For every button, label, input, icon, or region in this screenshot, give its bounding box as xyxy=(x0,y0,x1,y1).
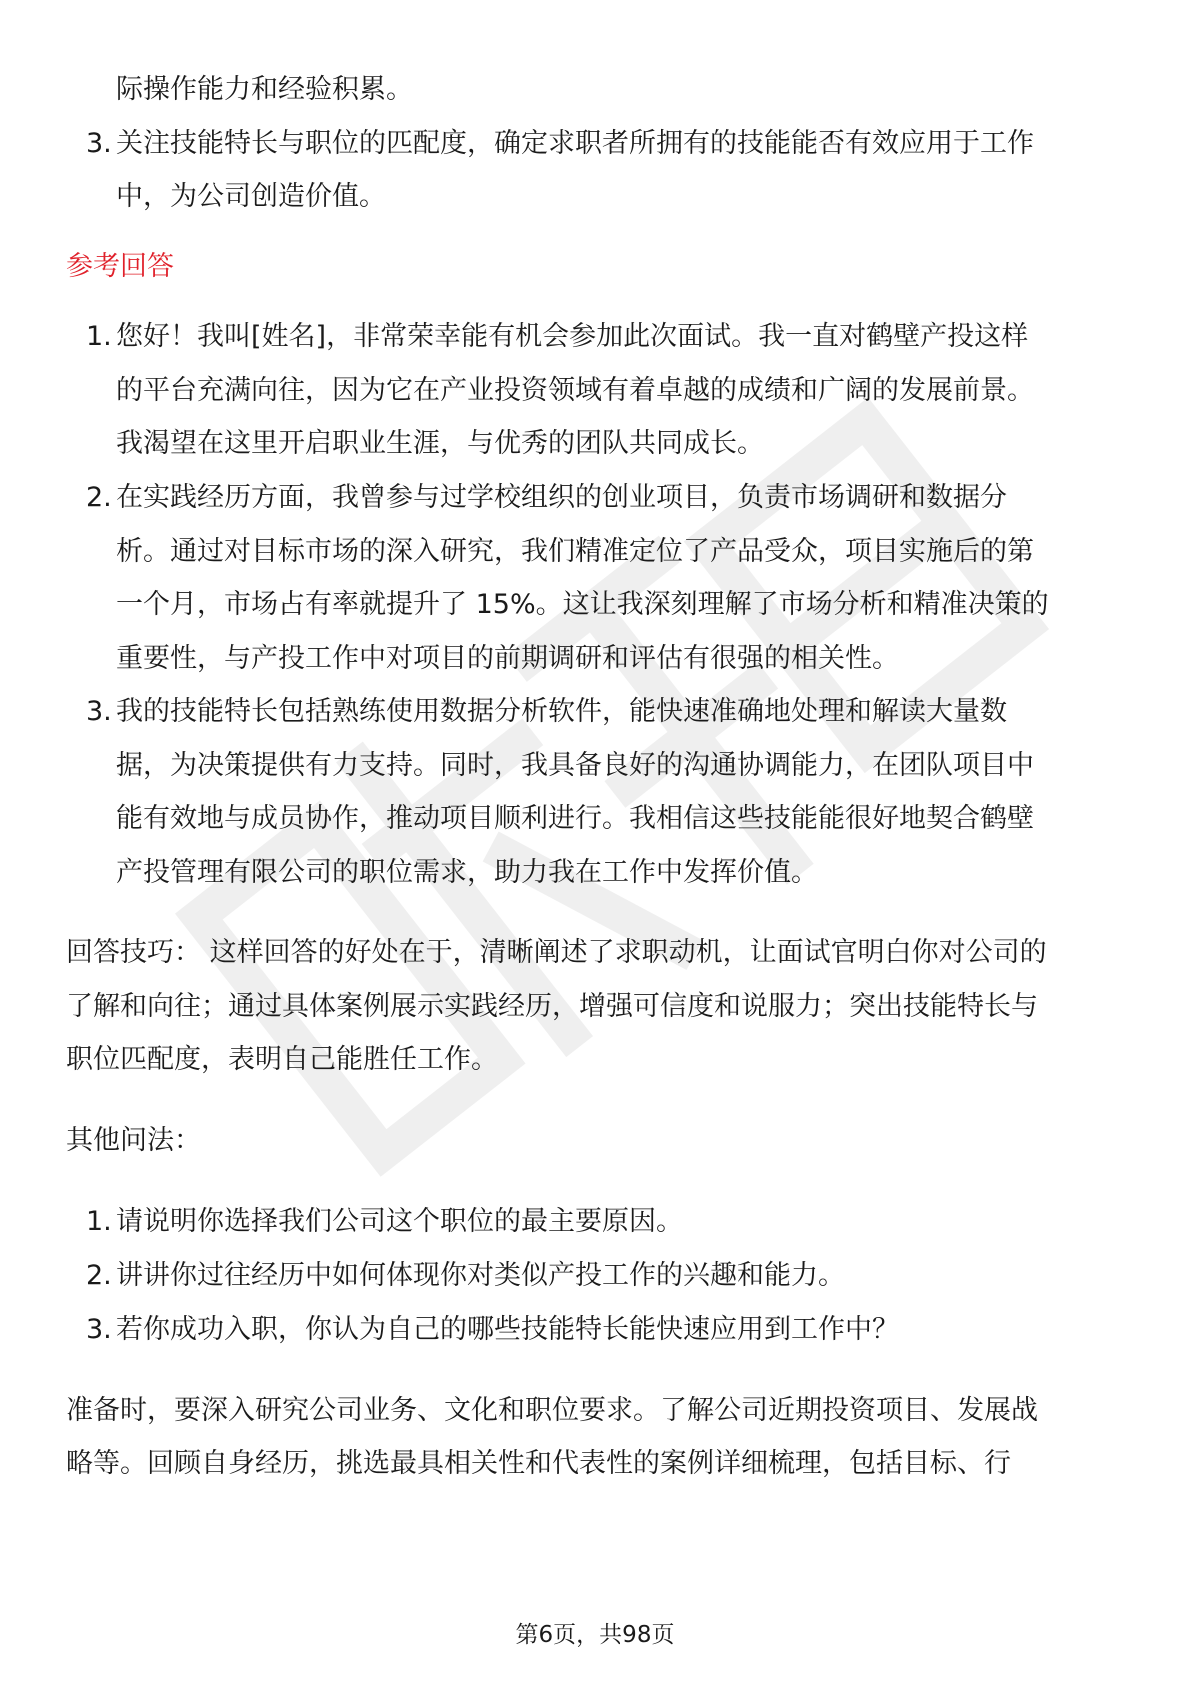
list-item-text: 请说明你选择我们公司这个职位的最主要原因。 xyxy=(116,1206,683,1237)
list-item-text: 若你成功入职，你认为自己的哪些技能特长能快速应用到工作中？ xyxy=(116,1314,899,1345)
prep-paragraph-line: 略等。回顾自身经历，挑选最具相关性和代表性的案例详细梳理，包括目标、行 xyxy=(66,1448,1011,1479)
list-item-number: 3. xyxy=(86,128,112,159)
list-item-text: 析。通过对目标市场的深入研究，我们精准定位了产品受众，项目实施后的第 xyxy=(116,536,1034,567)
list-item-text: 据，为决策提供有力支持。同时，我具备良好的沟通协调能力，在团队项目中 xyxy=(116,750,1034,781)
list-item-number: 1. xyxy=(86,1206,112,1237)
list-item-number: 3. xyxy=(86,696,112,727)
list-item-continuation: 际操作能力和经验积累。 xyxy=(116,74,413,105)
list-item-text: 能有效地与成员协作，推动项目顺利进行。我相信这些技能能很好地契合鹤壁 xyxy=(116,803,1034,834)
list-item-text: 我的技能特长包括熟练使用数据分析软件，能快速准确地处理和解读大量数 xyxy=(116,696,1007,727)
list-item-text: 产投管理有限公司的职位需求，助力我在工作中发挥价值。 xyxy=(116,857,818,888)
list-item-number: 1. xyxy=(86,321,112,352)
list-item-text: 您好！我叫[姓名]，非常荣幸能有机会参加此次面试。我一直对鹤壁产投这样 xyxy=(116,321,1029,352)
list-item-number: 3. xyxy=(86,1314,112,1345)
list-item-text: 的平台充满向往，因为它在产业投资领域有着卓越的成绩和广阔的发展前景。 xyxy=(116,375,1034,406)
list-item-text: 在实践经历方面，我曾参与过学校组织的创业项目，负责市场调研和数据分 xyxy=(116,482,1007,513)
list-item-number: 2. xyxy=(86,482,112,513)
list-item-text: 讲讲你过往经历中如何体现你对类似产投工作的兴趣和能力。 xyxy=(116,1260,845,1291)
list-item-text: 重要性，与产投工作中对项目的前期调研和评估有很强的相关性。 xyxy=(116,643,899,674)
tips-paragraph-line: 职位匹配度，表明自己能胜任工作。 xyxy=(66,1044,498,1075)
list-item-text: 关注技能特长与职位的匹配度，确定求职者所拥有的技能能否有效应用于工作 xyxy=(116,128,1034,159)
tips-paragraph-line: 了解和向往；通过具体案例展示实践经历，增强可信度和说服力；突出技能特长与 xyxy=(66,991,1038,1022)
prep-paragraph-line: 准备时，要深入研究公司业务、文化和职位要求。了解公司近期投资项目、发展战 xyxy=(66,1395,1038,1426)
tips-paragraph-line: 回答技巧： 这样回答的好处在于，清晰阐述了求职动机，让面试官明白你对公司的 xyxy=(66,937,1047,968)
page-number: 第6页，共98页 xyxy=(515,1622,675,1648)
list-item-number: 2. xyxy=(86,1260,112,1291)
list-item-text: 我渴望在这里开启职业生涯，与优秀的团队共同成长。 xyxy=(116,428,764,459)
list-item-text: 中，为公司创造价值。 xyxy=(116,181,386,212)
section-heading-other: 其他问法： xyxy=(66,1125,201,1156)
list-item-text: 一个月，市场占有率就提升了 15%。这让我深刻理解了市场分析和精准决策的 xyxy=(116,589,1049,620)
section-heading-reference: 参考回答 xyxy=(66,251,174,282)
